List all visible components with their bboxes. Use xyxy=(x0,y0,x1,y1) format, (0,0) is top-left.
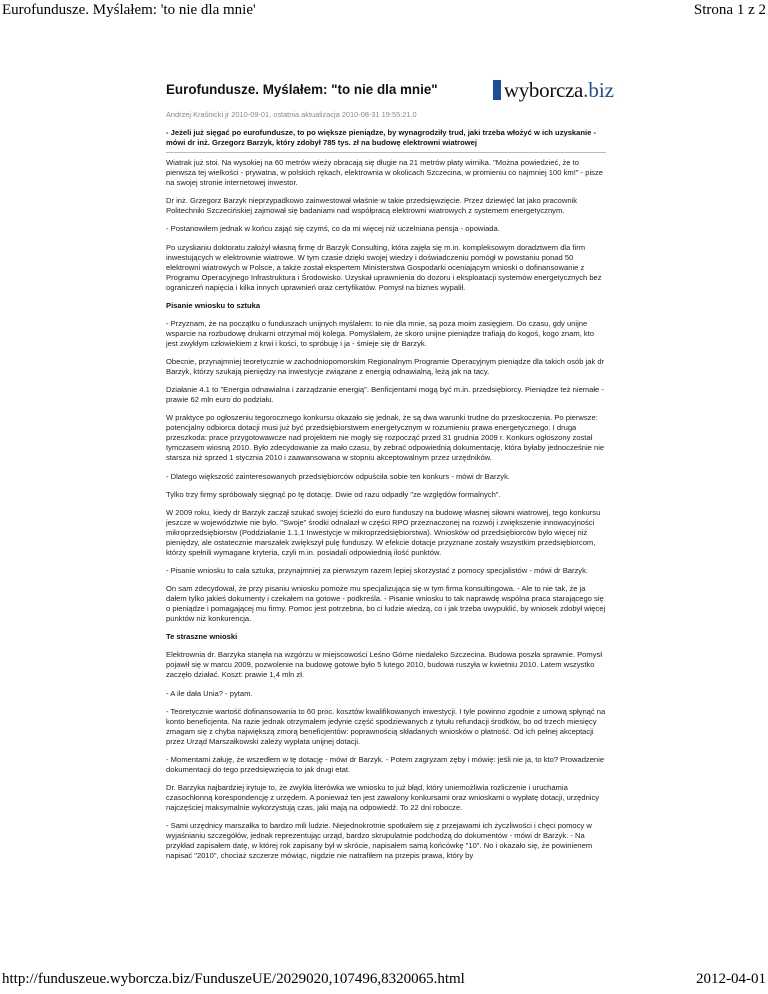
logo-text-dot: . xyxy=(583,78,589,102)
paragraph: - Postanowiłem jednak w końcu zająć się czymś, co da mi więcej niż uczelniana pensja - opowiada. xyxy=(166,224,500,234)
article-lead: - Jeżeli już sięgać po eurofundusze, to po większe pieniądze, by wynagrodziły trud, jaki trzeba włożyć w ich uzyskanie - mówi dr inż. Grzegorz Barzyk, który zdobył 785 tys. zł na budowę elektrowni wiatrowej xyxy=(166,128,596,147)
paragraph: - Teoretycznie wartość dofinansowania to 60 proc. kosztów kwalifikowanych inwestycji. I tyle powinno zgodnie z umową spłynąć na konto beneficjenta. Na razie jednak otrzymałem jedynie część spodziewanych z tytułu refundacji środków, bo od trzech miesięcy zmagam się z chyba największą zmorą beneficjentów: poprawnością składanych wniosków o płatność. Od ich pełnej akceptacji przez Urząd Marszałkowski zależy wypłata unijnej dotacji. xyxy=(166,706,606,746)
paragraph: Elektrownia dr. Barzyka stanęła na wzgórzu w miejscowości Leśno Górne niedaleko Szczecina. Budowa poszła sprawnie. Pomysł pojawił się w marcu 2009, pozwolenie na budowę gotowe było 5 lutego 2010, budowa ruszyła w kwietniu 2010. Latem wszystko zaczęło działać. Koszt: prawie 1,4 mln zł. xyxy=(166,650,603,680)
paragraph: - Sami urzędnicy marszałka to bardzo mili ludzie. Niejednokrotnie spotkałem się z przejawami ich życzliwości i chęci pomocy w wyjaśnianiu szczegółów, jednak reprezentując urząd, bardzo skrupulatnie podchodzą do dokumentów - mówi dr Barzyk. - Na przykład zapisałem datę, w której rok zapisany był w skrócie, napisałem samą końcówkę "10". No i okazało się, że powinienem napisać "2010", chociaż szczerze mówiąc, nigdzie nie natrafiłem na przepis prawa, który by xyxy=(166,821,593,861)
paragraph: Po uzyskaniu doktoratu założył własną firmę dr Barzyk Consulting, która zajęła się m.in. kompleksowym doradztwem dla firm inwestujących w elektrownie wiatrowe. W tym czasie dzięki swojej wiedzy i doświadczeniu pomógł w powstaniu ponad 50 elektrowni wiatrowych w Polsce, a także został ekspertem Ministerstwa Gospodarki oceniającym wnioski o dofinansowanie z Programu Operacyjnego Infrastruktura i Środowisko. Uzyskał uprawnienia do dozoru i eksploatacji systemów energetycznych bez ograniczeń napięcia i kilka innych uprawnień oraz certyfikatów. Pomysł na biznes wypalił. xyxy=(166,242,602,292)
lead-divider xyxy=(166,152,606,153)
paragraph: - Momentami żałuję, że wszedłem w tę dotację - mówi dr Barzyk. - Potem zagryzam zęby i mówię: jeśli nie ja, to kto? Prowadzenie dokumentacji do tego przedsięwzięcia to jak drugi etat. xyxy=(166,755,605,774)
paragraph: Wiatrak już stoi. Na wysokiej na 60 metrów wieży obracają się długie na 21 metrów płaty wirnika. "Można powiedzieć, że to pierwsza tej wielkości - prywatna, w polskich rękach, elektrownia w okolicach Szczecina, w promieniu co najmniej 100 km!" - pisze na swojej stronie internetowej inwestor. xyxy=(166,158,603,187)
paragraph: - A ile dała Unia? - pytam. xyxy=(166,688,253,698)
paragraph: Obecnie, przynajmniej teoretycznie w zachodniopomorskim Regionalnym Programie Operacyjnym pieniądze dla takich osób jak dr Barzyk, którzy szukają pieniędzy na inwestycje związane z energią odnawialną, leżą jak na tacy. xyxy=(166,356,605,376)
print-footer xyxy=(0,968,768,994)
paragraph: W 2009 roku, kiedy dr Barzyk zaczął szukać swojej ścieżki do euro funduszy na budowę własnej siłowni wiatrowej, tego konkursu jeszcze w województwie nie było. "Swoje" środki odnalazł w części RPO przeznaczonej na rozwój i zwiększenie innowacyjności mikroprzedsiębiorstw (Poddziałanie 1.1.1 Inwestycje w mikroprzedsiębiorstwa). Wniosków od przedsiębiorców było więcej niż pieniędzy, ale ostatecznie marszałek zwiększył pulę funduszy. W efekcie dotacje przyznane zostały wszystkim przedsiębiorcom, którzy spełnili wymagane kryteria, czyli m.in. posiadali odpowiednią ilość punktów. xyxy=(166,507,601,557)
article xyxy=(166,78,614,870)
section-heading: Te straszne wnioski xyxy=(166,632,238,642)
article-byline: Andrzej Kraśnicki jr 2010-09-01, ostatnia aktualizacja 2010-08-31 19:55:21.0 xyxy=(166,110,417,119)
paragraph: Działanie 4.1 to "Energia odnawialna i zarządzanie energią". Benficjentami mogą być m.in. przedsiębiorcy. Pieniądze też niemałe - prawie 62 mln euro do podziału. xyxy=(166,385,604,405)
paragraph: W praktyce po ogłoszeniu tegorocznego konkursu okazało się jednak, że są dwa warunki trudne do przeskoczenia. Po pierwsze: potencjalny odbiorca dotacji musi już być przedsiębiorstwem energetycznym w rozumieniu prawa energetycznego. I druga przeszkoda: prace przygotowawcze nad projektem nie mogły się rozpocząć przed 31 grudnia 2009 r. Konkurs ogłoszony został tymczasem wiosną 2010. Było zdecydowanie za mało czasu, by zebrać odpowiednią dokumentację, która byłaby jednocześnie nie starsza niż sprzed 1 stycznia 2010 i zaawansowana w stopniu akceptowalnym przez urzędników. xyxy=(166,413,605,463)
article-title: Eurofundusze. Myślałem: "to nie dla mnie" xyxy=(166,82,438,97)
logo-text-biz: biz xyxy=(588,78,614,102)
paragraph: On sam zdecydował, że przy pisaniu wniosku pomoże mu specjalizująca się w tym firma konsultingowa. - Ale to nie tak, że ja dałem tylko jakieś dokumenty i czekałem na gotowe - podkreśla. - Pisanie wniosku to tak naprawdę wspólna praca starającego się o pieniądze i pomagającej mu firmy. Pomoc jest potrzebna, bo ci ludzie wiedzą, co i jak trzeba uwypuklić, by wniosek zdobył więcej punktów niż konkurencja. xyxy=(166,584,606,624)
paragraph: - Pisanie wniosku to cała sztuka, przynajmniej za pierwszym razem lepiej skorzystać z pomocy specjalistów - mówi dr Barzyk. xyxy=(166,566,589,576)
print-footer-date: 2012-04-01 xyxy=(696,971,766,987)
print-footer-url: http://funduszeue.wyborcza.biz/FunduszeUE/2029020,107496,8320065.html xyxy=(2,971,465,987)
article-header xyxy=(166,78,614,106)
wyborcza-biz-logo[interactable] xyxy=(493,78,614,102)
section-heading: Pisanie wniosku to sztuka xyxy=(166,300,261,310)
print-header xyxy=(0,0,768,24)
paragraph: - Przyznam, że na początku o funduszach unijnych myślałem: to nie dla mnie, są poza moim zasięgiem. Do czasu, gdy unijne wsparcie na rozbudowę drukarni otrzymał mój kolega. Pomyślałem, że skoro unijne pieniądze trafiają do kogoś, kogo znam, kto jest zwykłym człowiekiem z krwi i kości, to spróbuję i ja - śmieje się dr Barzyk. xyxy=(166,318,594,348)
paragraph: - Dlatego większość zainteresowanych przedsiębiorców odpuściła sobie ten konkurs - mówi dr Barzyk. xyxy=(166,471,510,481)
paragraph: Dr. Barzyka najbardziej irytuje to, że zwykła literówka we wniosku to już błąd, który uniemożliwia rozliczenie i uruchamia czasochłonną korespondencję z urzędem. A ponieważ ten jest zawalony konkursami oraz wnioskami o wypłatę dotacji, urzędnicy najczęściej maksymalnie wykorzystują czas, jaki mają na odpowiedź. To 22 dni robocze. xyxy=(166,783,600,813)
paragraph: Dr inż. Grzegorz Barzyk nieprzypadkowo zainwestował właśnie w takie przedsięwzięcie. Przez dziewięć lat jako pracownik Politechniki Szczecińskiej zajmował się badaniami nad współpracą elektrowni wiatrowych z systemem energetycznym. xyxy=(166,196,578,216)
logo-mark-icon xyxy=(493,80,501,100)
print-header-title: Eurofundusze. Myślałem: 'to nie dla mnie' xyxy=(2,2,256,18)
paragraph: Tylko trzy firmy spróbowały sięgnąć po tę dotację. Dwie od razu odpadły "ze względów formalnych". xyxy=(166,489,501,499)
print-header-page-number: Strona 1 z 2 xyxy=(693,2,766,18)
logo-text-wyborcza: wyborcza xyxy=(503,78,584,102)
